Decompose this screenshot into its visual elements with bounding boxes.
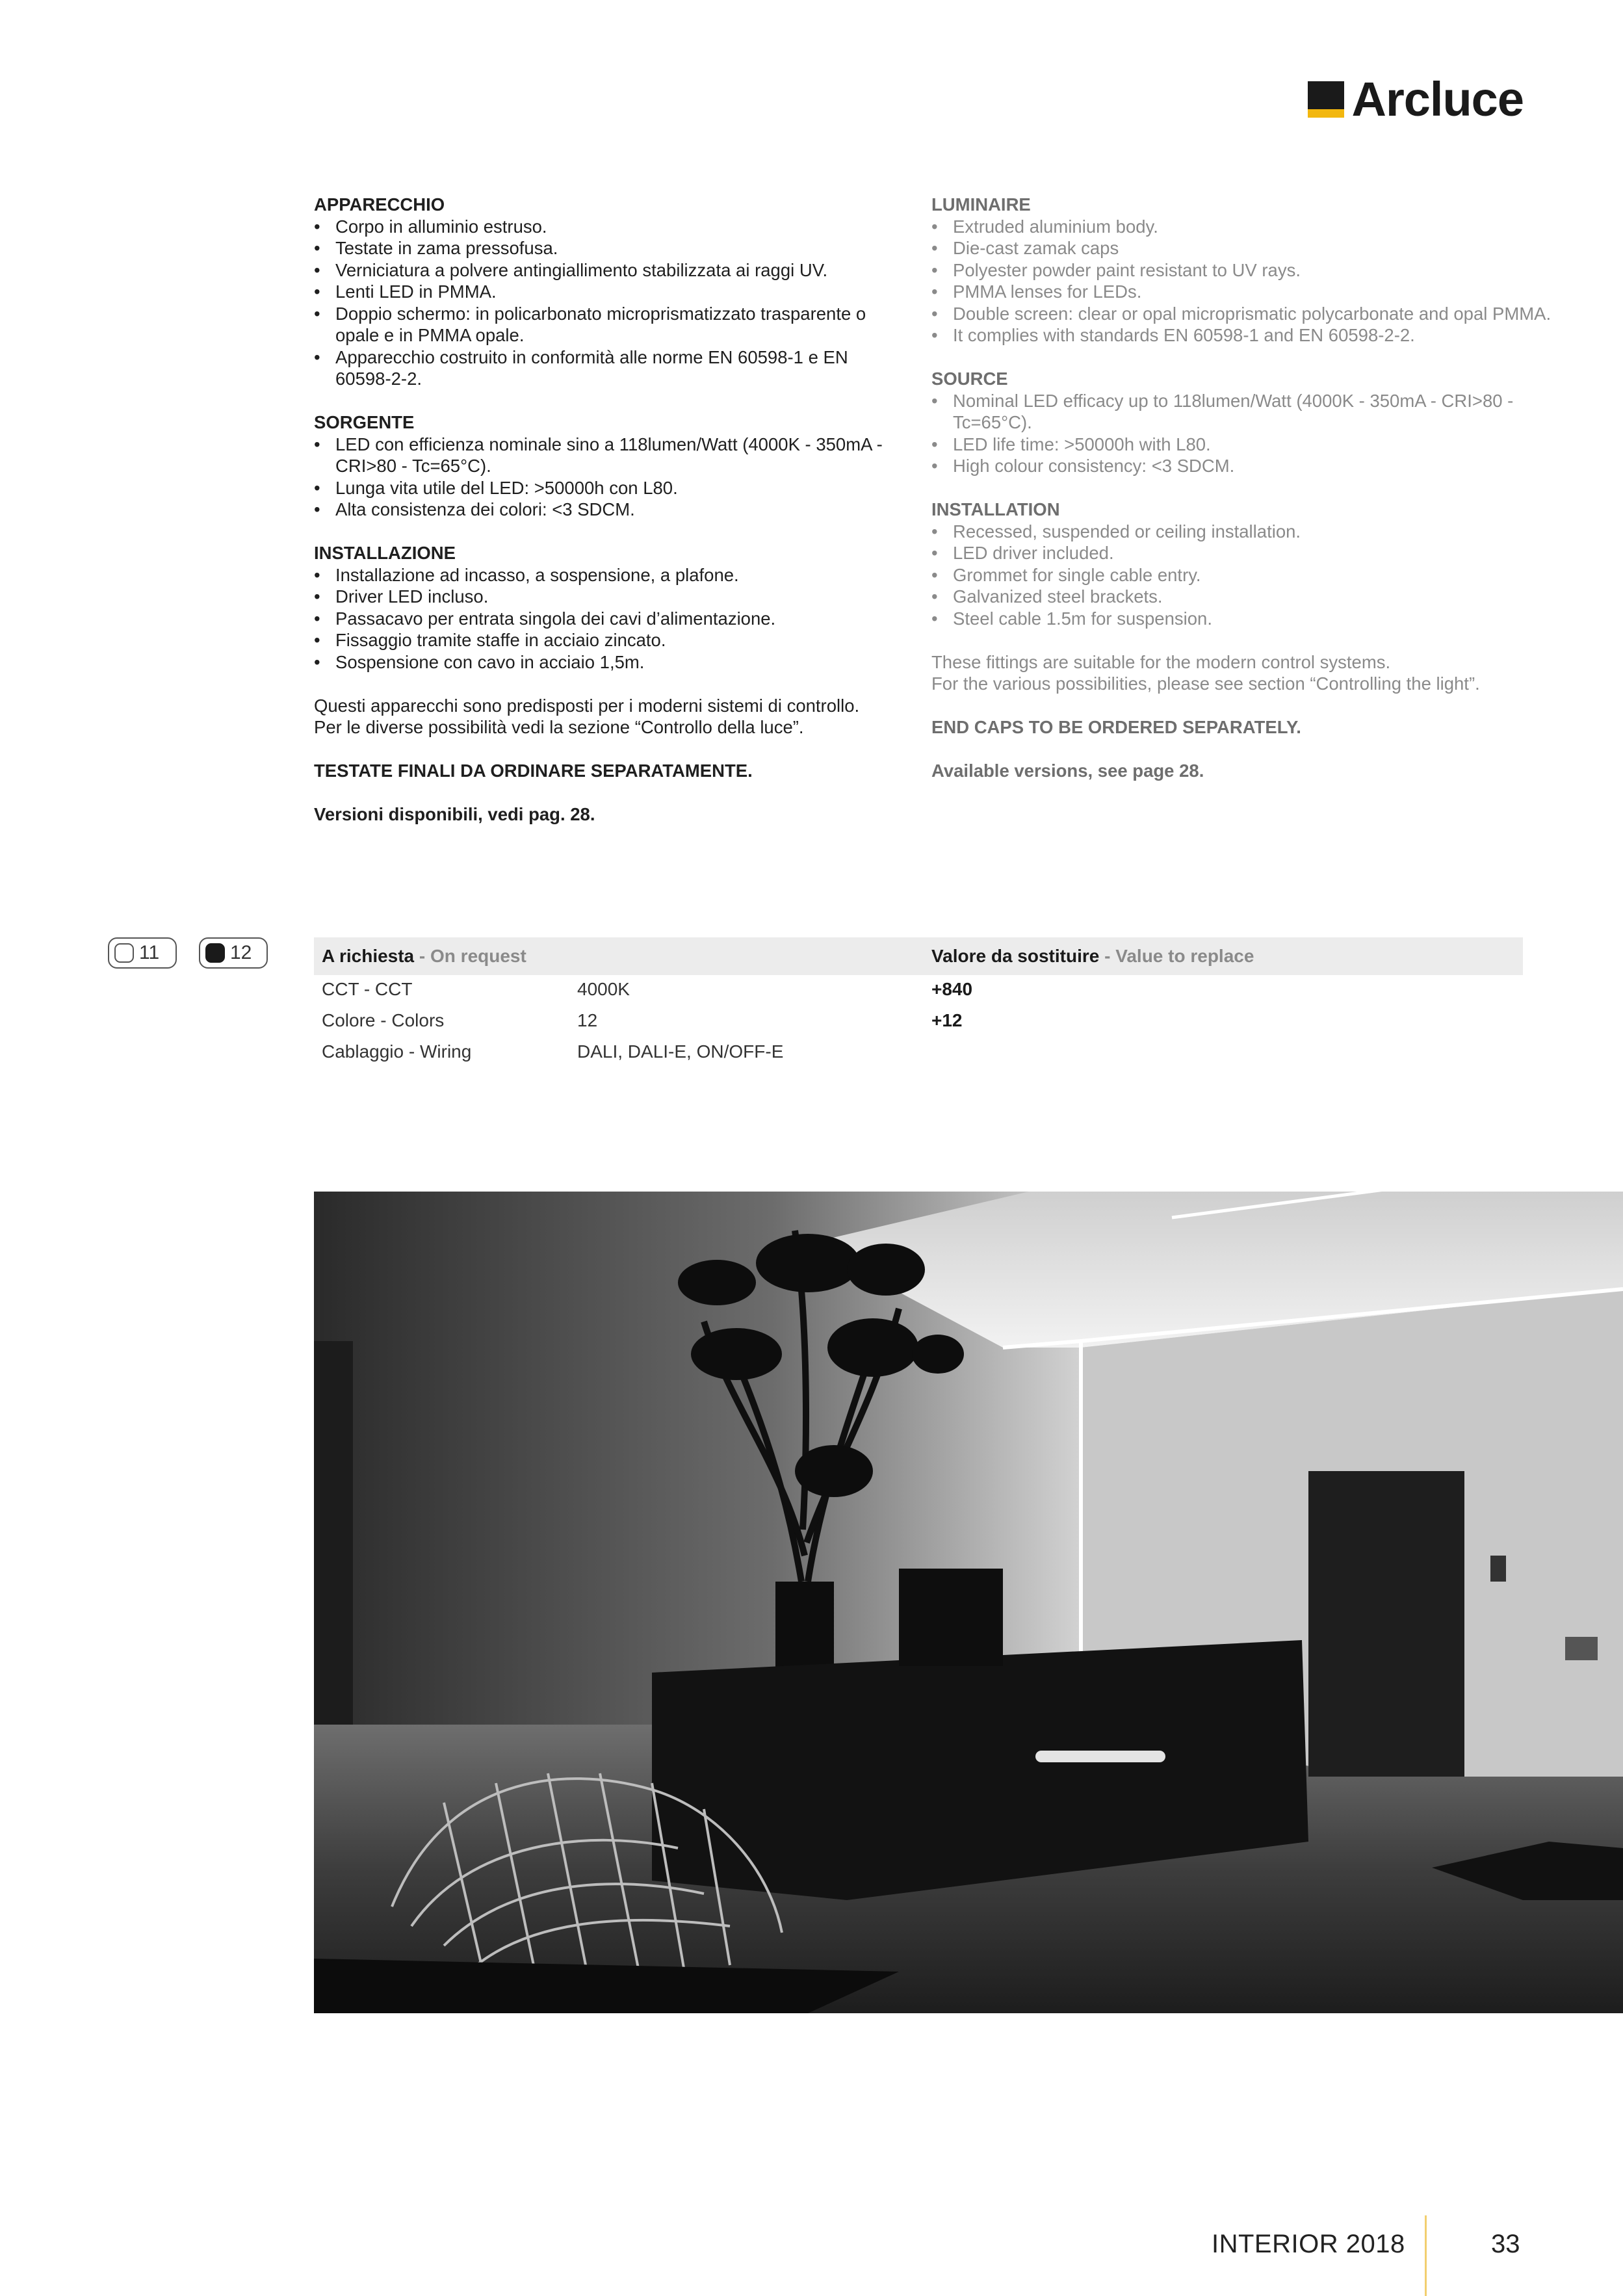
- list-item: • Driver LED incluso.: [314, 586, 899, 608]
- left-doorway: [314, 1341, 353, 1731]
- control-note: [314, 695, 899, 738]
- list-item: • Sospensione con cavo in acciaio 1,5m.: [314, 651, 899, 673]
- section-heading: INSTALLAZIONE: [314, 543, 456, 563]
- section-sorgente: [314, 411, 899, 521]
- section-installation: [931, 499, 1555, 629]
- italian-column: [314, 194, 899, 847]
- row-value: 4000K: [577, 979, 630, 999]
- logo-mark-icon: [1308, 81, 1344, 118]
- section-heading: SORGENTE: [314, 412, 415, 432]
- row-label: CCT - CCT: [322, 979, 413, 999]
- list-item: • High colour consistency: <3 SDCM.: [931, 455, 1555, 477]
- desk-light-strip: [1035, 1751, 1165, 1762]
- list-item: • LED con efficienza nominale sino a 118lumen/Watt (4000K - 350mA - CRI>80 - Tc=65°C).: [314, 434, 899, 477]
- list-item: • Nominal LED efficacy up to 118lumen/Watt (4000K - 350mA - CRI>80 - Tc=65°C).: [931, 390, 1555, 434]
- endcaps-note: [314, 760, 899, 782]
- control-note: [931, 651, 1555, 695]
- endcaps-text: TESTATE FINALI DA ORDINARE SEPARATAMENTE.: [314, 761, 753, 781]
- list-item: • Verniciatura a polvere antingiallimento stabilizzata ai raggi UV.: [314, 259, 899, 281]
- list-item: • Alta consistenza dei colori: <3 SDCM.: [314, 499, 899, 521]
- list-item: • Lunga vita utile del LED: >50000h con L80.: [314, 477, 899, 499]
- list-item: • Steel cable 1.5m for suspension.: [931, 608, 1555, 630]
- table-row: [314, 975, 1523, 1006]
- row-value: DALI, DALI-E, ON/OFF-E: [577, 1041, 784, 1062]
- page-number: 33: [1491, 2230, 1520, 2258]
- color-option-12: [199, 937, 268, 969]
- interior-photo: [314, 1192, 1623, 2013]
- row-code: +12: [931, 1010, 963, 1030]
- options-table-header: [314, 937, 1523, 975]
- bullet-list: [314, 216, 899, 390]
- versions-note: [931, 760, 1555, 782]
- brand-logo: [1308, 72, 1524, 126]
- list-item: • LED driver included.: [931, 542, 1555, 564]
- right-door: [1308, 1471, 1464, 1777]
- note-line: These fittings are suitable for the modern control systems.: [931, 651, 1391, 672]
- list-item: • Extruded aluminium body.: [931, 216, 1555, 238]
- list-item: • It complies with standards EN 60598-1 and EN 60598-2-2.: [931, 324, 1555, 346]
- list-item: • Corpo in alluminio estruso.: [314, 216, 899, 238]
- list-item: • Apparecchio costruito in conformità alle norme EN 60598-1 e EN 60598-2-2.: [314, 346, 899, 390]
- section-heading: LUMINAIRE: [931, 194, 1031, 215]
- row-value: 12: [577, 1010, 598, 1030]
- color-option-11: [108, 937, 177, 969]
- header-value-to-replace: Valore da sostituire - Value to replace: [931, 946, 1254, 966]
- endcaps-note: [931, 716, 1555, 738]
- section-luminaire: [931, 194, 1555, 346]
- wall-vent: [1565, 1637, 1598, 1660]
- footer-divider: [1425, 2215, 1427, 2296]
- list-item: • Polyester powder paint resistant to UV rays.: [931, 259, 1555, 281]
- section-installazione: [314, 542, 899, 673]
- section-source: [931, 368, 1555, 477]
- section-heading: APPARECCHIO: [314, 194, 445, 215]
- row-label: Cablaggio - Wiring: [322, 1041, 472, 1062]
- bullet-list: [931, 521, 1555, 630]
- list-item: • Double screen: clear or opal microprismatic polycarbonate and opal PMMA.: [931, 303, 1555, 325]
- white-swatch-icon: [114, 943, 134, 963]
- list-item: • PMMA lenses for LEDs.: [931, 281, 1555, 303]
- table-row: [314, 1037, 1523, 1069]
- list-item: • Fissaggio tramite staffe in acciaio zincato.: [314, 629, 899, 651]
- color-option-number: 12: [230, 942, 252, 963]
- bullet-list: [931, 390, 1555, 477]
- list-item: • Grommet for single cable entry.: [931, 564, 1555, 586]
- english-column: [931, 194, 1555, 803]
- endcaps-text: END CAPS TO BE ORDERED SEPARATELY.: [931, 717, 1301, 737]
- note-line: For the various possibilities, please see section “Controlling the light”.: [931, 673, 1480, 694]
- versions-note: [314, 803, 899, 826]
- black-swatch-icon: [205, 943, 225, 963]
- wall-switch: [1490, 1556, 1506, 1582]
- list-item: • Passacavo per entrata singola dei cavi d’alimentazione.: [314, 608, 899, 630]
- section-heading: SOURCE: [931, 369, 1008, 389]
- versions-text: Available versions, see page 28.: [931, 761, 1204, 781]
- list-item: • Die-cast zamak caps: [931, 237, 1555, 259]
- row-code: +840: [931, 979, 973, 999]
- list-item: • Galvanized steel brackets.: [931, 586, 1555, 608]
- note-line: Questi apparecchi sono predisposti per i moderni sistemi di controllo.: [314, 695, 860, 716]
- brand-name: Arcluce: [1351, 72, 1524, 126]
- section-heading: INSTALLATION: [931, 499, 1060, 519]
- list-item: • Recessed, suspended or ceiling installation.: [931, 521, 1555, 543]
- bullet-list: [931, 216, 1555, 346]
- list-item: • LED life time: >50000h with L80.: [931, 434, 1555, 456]
- versions-text: Versioni disponibili, vedi pag. 28.: [314, 804, 595, 824]
- list-item: • Testate in zama pressofusa.: [314, 237, 899, 259]
- section-apparecchio: [314, 194, 899, 390]
- color-option-number: 11: [139, 942, 160, 963]
- table-row: [314, 1006, 1523, 1037]
- bullet-list: [314, 564, 899, 673]
- list-item: • Installazione ad incasso, a sospensione, a plafone.: [314, 564, 899, 586]
- row-label: Colore - Colors: [322, 1010, 445, 1030]
- bullet-list: [314, 434, 899, 521]
- list-item: • Lenti LED in PMMA.: [314, 281, 899, 303]
- note-line: Per le diverse possibilità vedi la sezione “Controllo della luce”.: [314, 717, 804, 737]
- footer-title: INTERIOR 2018: [1212, 2230, 1405, 2258]
- monitor: [899, 1569, 1003, 1666]
- list-item: • Doppio schermo: in policarbonato microprismatizzato trasparente o opale e in PMMA opale.: [314, 303, 899, 346]
- header-on-request: A richiesta - On request: [322, 946, 526, 966]
